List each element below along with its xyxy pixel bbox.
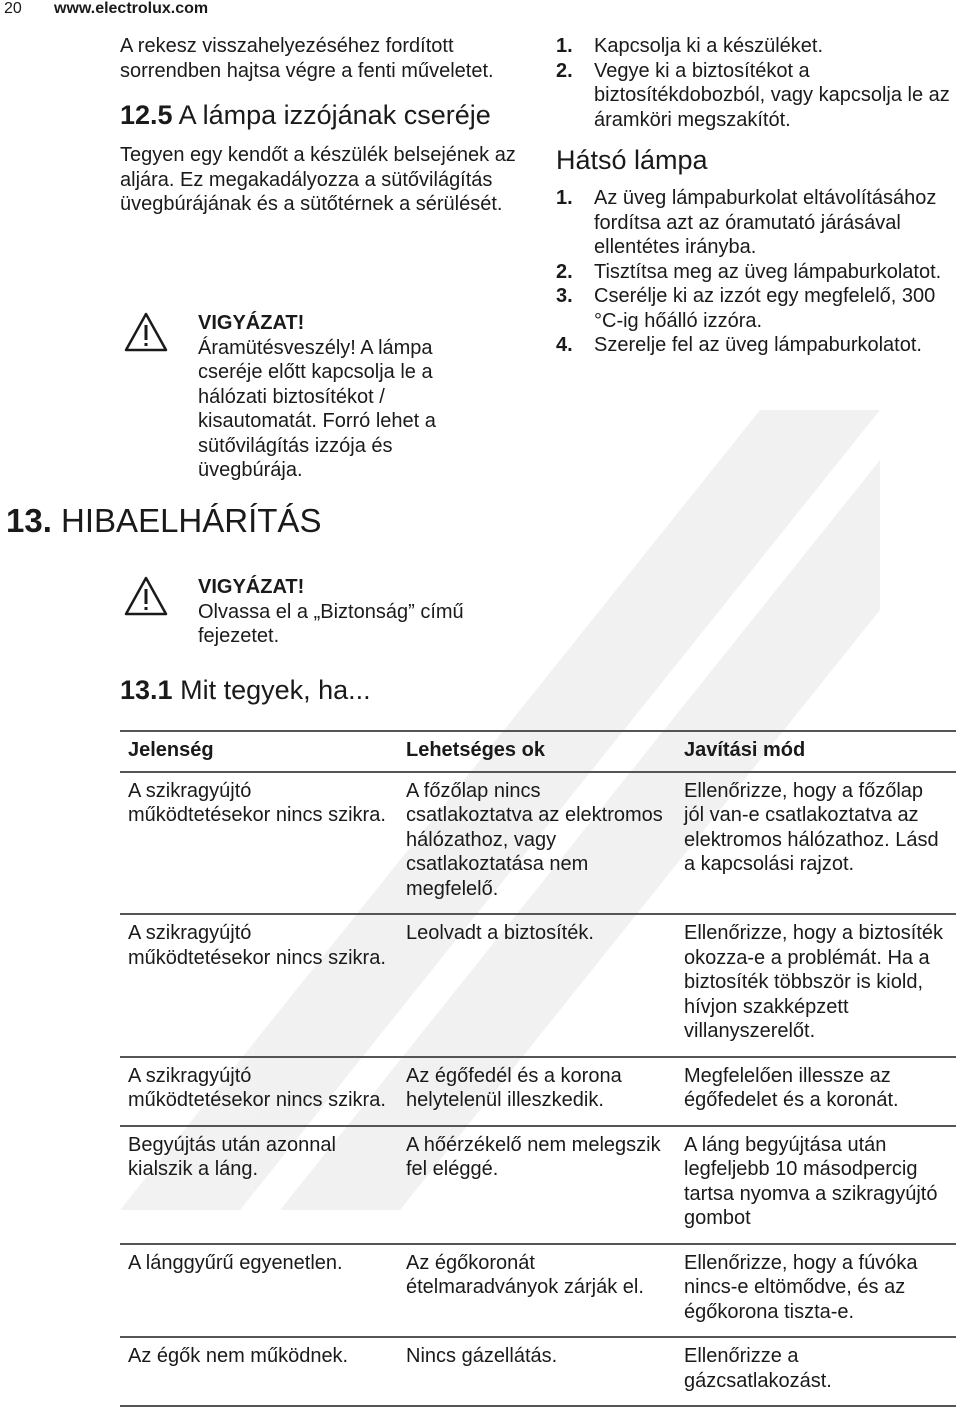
intro-paragraph: A rekesz visszahelyezéséhez fordított sorrendben hajtsa végre a fenti műveletet. <box>120 35 494 82</box>
step-item: 4. Szerelje fel az üveg lámpaburkolatot. <box>556 334 922 356</box>
section-13-1-heading <box>120 674 371 706</box>
table-cell: Ellenőrizze, hogy a főzőlap jól van-e csatlakoztatva az elektromos hálózathoz. Lásd a kapcsolási rajzot. <box>676 772 956 915</box>
step-item: 2. Tisztítsa meg az üveg lámpaburkolatot. <box>556 260 942 283</box>
table-cell: Az égőfedél és a korona helytelenül illeszkedik. <box>398 1057 676 1126</box>
section-number: 13. <box>6 502 52 539</box>
troubleshooting-table <box>120 730 956 1407</box>
section-title: A lámpa izzójának cseréje <box>178 100 491 130</box>
table-cell: Megfelelően illessze az égőfedelet és a koronát. <box>676 1057 956 1126</box>
column-header: Lehetséges ok <box>398 731 676 772</box>
site-url: www.electrolux.com <box>54 0 209 17</box>
table-header-row <box>120 731 956 772</box>
table-row <box>120 1244 956 1338</box>
warning-text: Áramütésveszély! A lámpa cseréje előtt kapcsolja le a hálózati biztosítékot / kisautomatát. Forró lehet a sütővilágítás izzója és üvegbúrája. <box>198 336 436 481</box>
right-column <box>556 34 956 358</box>
table-cell: A hőérzékelő nem melegszik fel eléggé. <box>398 1126 676 1244</box>
section-title: Mit tegyek, ha... <box>180 675 371 705</box>
step-item: 3. Cserélje ki az izzót egy megfelelő, 300 °C-ig hőálló izzóra. <box>556 285 936 332</box>
table-row <box>120 1337 956 1406</box>
section-number: 12.5 <box>120 100 173 130</box>
rear-lamp-heading: Hátsó lámpa <box>556 145 708 175</box>
section-13-heading <box>6 502 321 540</box>
section-12-5-heading <box>120 99 520 131</box>
table-cell: A szikragyújtó működtetésekor nincs szikra. <box>120 1057 398 1126</box>
step-item: 2. Vegye ki a biztosítékot a biztosítékdobozból, vagy kapcsolja le az áramköri megszakítót. <box>556 59 950 131</box>
table-cell: Leolvadt a biztosíték. <box>398 914 676 1057</box>
left-column <box>120 34 520 217</box>
warning-title: VIGYÁZAT! <box>198 576 305 598</box>
table-cell: A főzőlap nincs csatlakoztatva az elektromos hálózathoz, vagy csatlakoztatása nem megfelelő. <box>398 772 676 915</box>
cloth-paragraph: Tegyen egy kendőt a készülék belsejének az aljára. Ez megakadályozza a sütővilágítás üvegbúrájának és a sütőtérnek a sérülését. <box>120 144 516 215</box>
warning-box-2 <box>198 575 478 649</box>
table-cell: Ellenőrizze, hogy a biztosíték okozza-e a problémát. Ha a biztosíték többször is kiold, hívjon szakképzett villanyszerelőt. <box>676 914 956 1057</box>
rear-lamp-steps <box>556 186 956 358</box>
warning-text: Olvassa el a „Biztonság” című fejezetet. <box>198 600 464 647</box>
table-cell: Az égők nem működnek. <box>120 1337 398 1406</box>
table-cell: Ellenőrizze, hogy a fúvóka nincs-e eltömődve, és az égőkorona tiszta-e. <box>676 1244 956 1338</box>
table-cell: Nincs gázellátás. <box>398 1337 676 1406</box>
table-cell: A lánggyűrű egyenetlen. <box>120 1244 398 1338</box>
column-header: Javítási mód <box>676 731 956 772</box>
column-header: Jelenség <box>120 731 398 772</box>
table-row <box>120 1126 956 1244</box>
power-off-steps <box>556 34 956 132</box>
section-number: 13.1 <box>120 675 173 705</box>
warning-title: VIGYÁZAT! <box>198 312 305 334</box>
page-number: 20 <box>4 0 22 17</box>
table-cell: A szikragyújtó működtetésekor nincs szikra. <box>120 772 398 915</box>
table-row <box>120 914 956 1057</box>
table-cell: Begyújtás után azonnal kialszik a láng. <box>120 1126 398 1244</box>
step-item: 1. Az üveg lámpaburkolat eltávolításához fordítsa azt az óramutató járásával ellentétes irányba. <box>556 187 937 258</box>
table-cell: A láng begyújtása után legfeljebb 10 másodpercig tartsa nyomva a szikragyújtó gombot <box>676 1126 956 1244</box>
step-item: 1. Kapcsolja ki a készüléket. <box>556 35 824 57</box>
table-row <box>120 1057 956 1126</box>
warning-box-1 <box>198 311 498 483</box>
table-cell: Az égőkoronát ételmaradványok zárják el. <box>398 1244 676 1338</box>
table-row <box>120 772 956 915</box>
table-cell: Ellenőrizze a gázcsatlakozást. <box>676 1337 956 1406</box>
warning-triangle-icon <box>124 312 168 352</box>
warning-triangle-icon <box>124 576 168 616</box>
section-title: HIBAELHÁRÍTÁS <box>61 502 322 539</box>
table-cell: A szikragyújtó működtetésekor nincs szikra. <box>120 914 398 1057</box>
